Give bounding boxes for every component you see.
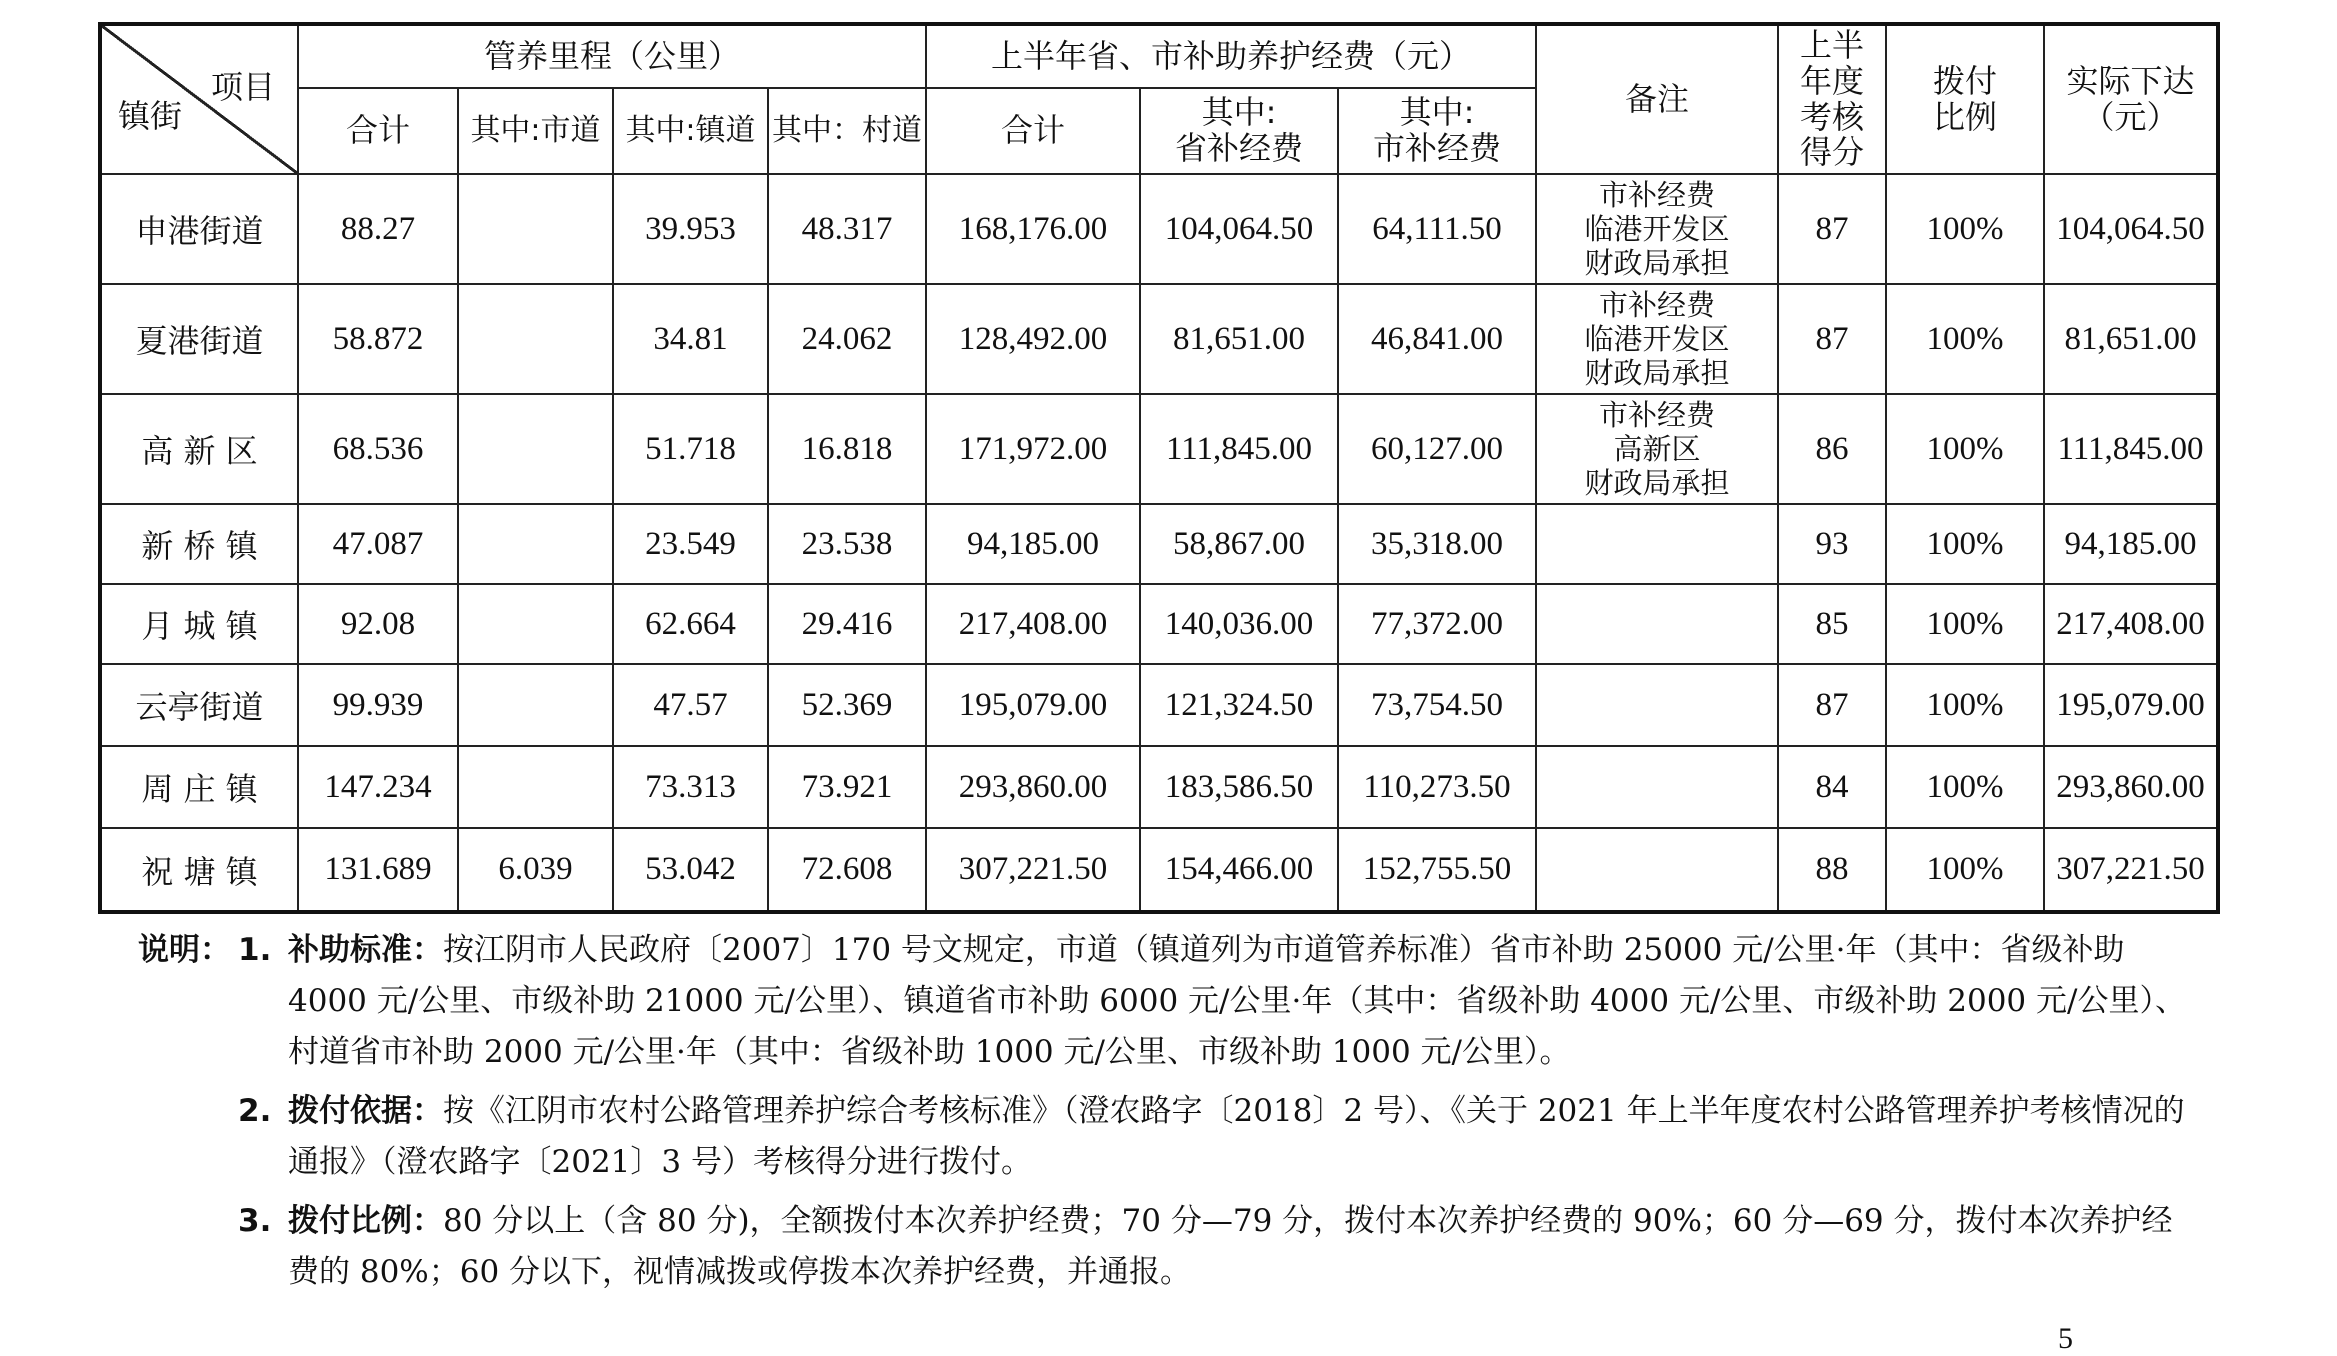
ratio: 100% (1886, 746, 2044, 828)
header-city-road: 其中:市道 (458, 88, 613, 174)
remark-line: 财政局承担 (1584, 466, 1730, 501)
provincial-funds: 104,064.50 (1140, 174, 1338, 284)
corner-label-item: 项目 (210, 68, 275, 106)
header-score-line: 考核 (1800, 97, 1865, 136)
note-heading: 拨付比例： (288, 1203, 443, 1239)
village-road: 72.608 (768, 828, 926, 912)
notes-section (138, 925, 2198, 1298)
town-name: 高 新 区 (100, 394, 298, 504)
actual-amount: 307,221.50 (2044, 828, 2218, 912)
actual-amount: 111,845.00 (2044, 394, 2218, 504)
score: 93 (1778, 504, 1886, 584)
city-road (458, 504, 613, 584)
ratio: 100% (1886, 664, 2044, 746)
table-row (100, 504, 2218, 584)
note-text: 按《江阴市农村公路管理养护综合考核标准》（澄农路字〔2018〕2 号）、《关于 2021 年上半年度农村公路管理养护考核情况的通报》（澄农路字〔2021〕3 号）考核得分进行拨付。 (288, 1093, 2185, 1180)
header-ratio-line: 拨付 (1933, 61, 1998, 100)
town-name: 夏港街道 (100, 284, 298, 394)
town-name: 祝 塘 镇 (100, 828, 298, 912)
funds-total: 307,221.50 (926, 828, 1140, 912)
table-row (100, 664, 2218, 746)
note-number: 3. (238, 1203, 272, 1239)
actual-amount: 104,064.50 (2044, 174, 2218, 284)
town-road: 34.81 (613, 284, 768, 394)
municipal-funds: 110,273.50 (1338, 746, 1536, 828)
header-provincial-funds (1140, 88, 1338, 174)
score: 85 (1778, 584, 1886, 664)
remark-line: 财政局承担 (1584, 246, 1730, 281)
town-road: 39.953 (613, 174, 768, 284)
table-row (100, 828, 2218, 912)
score: 87 (1778, 284, 1886, 394)
score: 86 (1778, 394, 1886, 504)
actual-amount: 195,079.00 (2044, 664, 2218, 746)
actual-amount: 293,860.00 (2044, 746, 2218, 828)
header-score-line: 上半 (1800, 25, 1865, 64)
village-road: 29.416 (768, 584, 926, 664)
remark-line: 财政局承担 (1584, 356, 1730, 391)
town-name: 月 城 镇 (100, 584, 298, 664)
header-municipal-funds (1338, 88, 1536, 174)
header-actual (2044, 24, 2218, 174)
municipal-funds: 77,372.00 (1338, 584, 1536, 664)
funds-total: 217,408.00 (926, 584, 1140, 664)
remark-cell (1536, 174, 1778, 284)
table-row (100, 394, 2218, 504)
actual-amount: 81,651.00 (2044, 284, 2218, 394)
mileage-total: 92.08 (298, 584, 458, 664)
score: 87 (1778, 174, 1886, 284)
corner-label-town: 镇街 (118, 97, 183, 135)
table-row (100, 174, 2218, 284)
remark-line: 市补经费 (1599, 287, 1716, 322)
ratio: 100% (1886, 828, 2044, 912)
header-village-road: 其中：村道 (768, 88, 926, 174)
town-road: 62.664 (613, 584, 768, 664)
municipal-funds: 64,111.50 (1338, 174, 1536, 284)
village-road: 24.062 (768, 284, 926, 394)
maintenance-funds-table (98, 22, 2220, 914)
score: 87 (1778, 664, 1886, 746)
municipal-funds: 46,841.00 (1338, 284, 1536, 394)
provincial-funds: 183,586.50 (1140, 746, 1338, 828)
mileage-total: 68.536 (298, 394, 458, 504)
ratio: 100% (1886, 584, 2044, 664)
town-name: 云亭街道 (100, 664, 298, 746)
header-remark: 备注 (1536, 24, 1778, 174)
remark-line: 临港开发区 (1584, 321, 1730, 356)
municipal-funds: 60,127.00 (1338, 394, 1536, 504)
city-road (458, 664, 613, 746)
header-actual-line: 实际下达 (2066, 61, 2195, 100)
header-score-line: 年度 (1800, 61, 1865, 100)
table-row (100, 284, 2218, 394)
mileage-total: 131.689 (298, 828, 458, 912)
village-road: 16.818 (768, 394, 926, 504)
provincial-funds: 140,036.00 (1140, 584, 1338, 664)
note-item (138, 1196, 2198, 1298)
provincial-funds: 58,867.00 (1140, 504, 1338, 584)
header-actual-line: （元） (2082, 97, 2179, 136)
town-road: 73.313 (613, 746, 768, 828)
provincial-funds: 111,845.00 (1140, 394, 1338, 504)
town-name: 申港街道 (100, 174, 298, 284)
village-road: 52.369 (768, 664, 926, 746)
funds-total: 195,079.00 (926, 664, 1140, 746)
header-ratio (1886, 24, 2044, 174)
ratio: 100% (1886, 284, 2044, 394)
header-mileage-group: 管养里程（公里） (298, 24, 926, 88)
mileage-total: 147.234 (298, 746, 458, 828)
mileage-total: 88.27 (298, 174, 458, 284)
header-town-road: 其中:镇道 (613, 88, 768, 174)
table-row (100, 746, 2218, 828)
municipal-funds: 152,755.50 (1338, 828, 1536, 912)
remark-cell (1536, 664, 1778, 746)
town-name: 新 桥 镇 (100, 504, 298, 584)
village-road: 73.921 (768, 746, 926, 828)
ratio: 100% (1886, 504, 2044, 584)
funds-total: 171,972.00 (926, 394, 1140, 504)
header-mileage-total: 合计 (298, 88, 458, 174)
city-road (458, 394, 613, 504)
funds-total: 293,860.00 (926, 746, 1140, 828)
header-ratio-line: 比例 (1933, 97, 1998, 136)
header-score (1778, 24, 1886, 174)
corner-header-cell (100, 24, 298, 174)
funds-total: 168,176.00 (926, 174, 1140, 284)
remark-cell (1536, 394, 1778, 504)
mileage-total: 99.939 (298, 664, 458, 746)
remark-cell (1536, 584, 1778, 664)
actual-amount: 217,408.00 (2044, 584, 2218, 664)
municipal-funds: 35,318.00 (1338, 504, 1536, 584)
note-heading: 拨付依据： (288, 1093, 443, 1129)
provincial-funds: 121,324.50 (1140, 664, 1338, 746)
remark-cell (1536, 284, 1778, 394)
remark-line: 市补经费 (1599, 397, 1716, 432)
city-road: 6.039 (458, 828, 613, 912)
score: 88 (1778, 828, 1886, 912)
town-name: 周 庄 镇 (100, 746, 298, 828)
note-number: 1. (238, 932, 272, 968)
funds-total: 128,492.00 (926, 284, 1140, 394)
note-text: 80 分以上（含 80 分)，全额拨付本次养护经费；70 分—79 分，拨付本次养护经费的 90%；60 分—69 分，拨付本次养护经费的 80%；60 分以下，视情减拨或停拨本次养护经费，并通报。 (288, 1203, 2173, 1290)
provincial-funds: 154,466.00 (1140, 828, 1338, 912)
city-road (458, 584, 613, 664)
town-road: 53.042 (613, 828, 768, 912)
header-municipal-line: 其中: (1399, 93, 1475, 132)
notes-prefix: 说明： (138, 932, 231, 968)
note-item (138, 1086, 2198, 1188)
remark-cell (1536, 504, 1778, 584)
provincial-funds: 81,651.00 (1140, 284, 1338, 394)
header-municipal-line: 市补经费 (1373, 129, 1502, 167)
town-road: 47.57 (613, 664, 768, 746)
remark-cell (1536, 746, 1778, 828)
remark-cell (1536, 828, 1778, 912)
note-heading: 补助标准： (288, 932, 443, 968)
mileage-total: 58.872 (298, 284, 458, 394)
table-row (100, 584, 2218, 664)
page-number: 5 (2058, 1322, 2073, 1355)
header-funds-group: 上半年省、市补助养护经费（元） (926, 24, 1536, 88)
town-road: 51.718 (613, 394, 768, 504)
remark-line: 临港开发区 (1584, 211, 1730, 246)
remark-line: 市补经费 (1599, 177, 1716, 212)
score: 84 (1778, 746, 1886, 828)
header-provincial-line: 其中: (1201, 93, 1277, 132)
town-road: 23.549 (613, 504, 768, 584)
city-road (458, 746, 613, 828)
village-road: 23.538 (768, 504, 926, 584)
note-number: 2. (238, 1093, 272, 1129)
municipal-funds: 73,754.50 (1338, 664, 1536, 746)
actual-amount: 94,185.00 (2044, 504, 2218, 584)
ratio: 100% (1886, 394, 2044, 504)
mileage-total: 47.087 (298, 504, 458, 584)
ratio: 100% (1886, 174, 2044, 284)
header-funds-total: 合计 (926, 88, 1140, 174)
header-score-line: 得分 (1800, 133, 1865, 172)
remark-line: 高新区 (1613, 431, 1701, 466)
city-road (458, 284, 613, 394)
village-road: 48.317 (768, 174, 926, 284)
funds-total: 94,185.00 (926, 504, 1140, 584)
note-item (138, 925, 2198, 1078)
header-provincial-line: 省补经费 (1175, 129, 1304, 167)
note-text: 按江阴市人民政府〔2007〕170 号文规定，市道（镇道列为市道管养标准）省市补助 25000 元/公里·年（其中：省级补助 4000 元/公里、市级补助 21000 元/公里）、镇道省市补助 6000 元/公里·年（其中：省级补助 4000 元/公里、市级补助 2000 元/公里）、村道省市补助 2000 元/公里·年（其中：省级补助 1000 元/公里、市级补助 1000 元/公里）。 (288, 932, 2186, 1070)
city-road (458, 174, 613, 284)
